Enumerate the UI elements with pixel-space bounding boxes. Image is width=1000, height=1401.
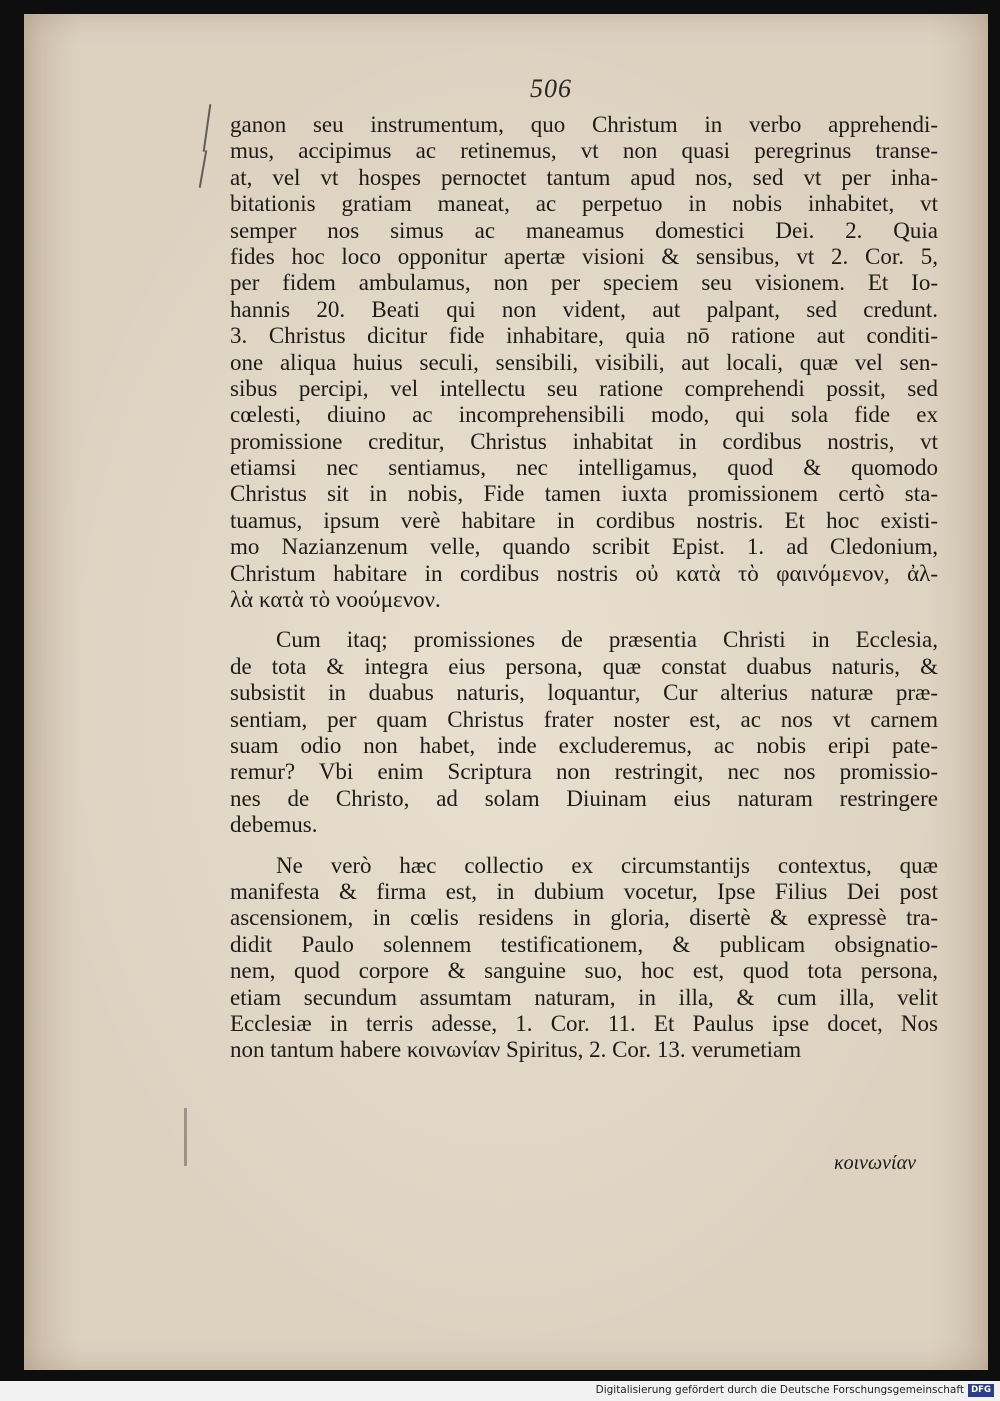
text-line: mus, accipimus ac retinemus, vt non quasi peregrinus transe- [230,138,938,164]
dfg-logo: DFG [968,1384,994,1397]
text-line: semper nos simus ac maneamus domestici Dei. 2. Quia [230,217,938,243]
text-line: cœlesti, diuino ac incomprehensibili modo, qui sola fide ex [230,402,938,428]
text-line: tuamus, ipsum verè habitare in cordibus nostris. Et hoc existi- [230,507,938,533]
text-line: sibus percipi, vel intellectu seu ratione comprehendi possit, sed [230,375,938,401]
text-line: nem, quod corpore & sanguine suo, hoc est, quod tota persona, [230,958,938,984]
text-line: bitationis gratiam maneat, ac perpetuo in nobis inhabitet, vt [230,191,938,217]
paragraph [230,112,938,613]
text-line: ascensionem, in cœlis residens in gloria, disertè & expressè tra- [230,905,938,931]
paragraph [230,853,938,1064]
page-number: 506 [530,74,572,103]
text-line: Christus sit in nobis, Fide tamen iuxta promissionem certò sta- [230,481,938,507]
text-line: Cum itaq; promissiones de præsentia Christi in Ecclesia, [276,627,938,653]
text-line: one aliqua huius seculi, sensibili, visibili, aut locali, quæ vel sen- [230,349,938,375]
text-line: didit Paulo solennem testificationem, & publicam obsignatio- [230,931,938,957]
text-line: hannis 20. Beati qui non vident, aut palpant, sed credunt. [230,296,938,322]
text-line: nes de Christo, ad solam Diuinam eius naturam restringere [230,785,938,811]
text-line: non tantum habere κοινωνίαν Spiritus, 2. Cor. 13. verumetiam [230,1037,802,1063]
paragraph [230,627,938,838]
text-line: etiam secundum assumtam naturam, in illa, & cum illa, velit [230,984,938,1010]
text-line: ganon seu instrumentum, quo Christum in verbo apprehendi- [230,112,938,137]
text-line: debemus. [230,812,318,838]
catchword: κοινωνίαν [834,1152,916,1174]
text-line: remur? Vbi enim Scriptura non restringit, nec nos promissio- [230,759,938,785]
body-text [230,112,938,1064]
text-line: at, vel vt hospes pernoctet tantum apud nos, sed vt per inha- [230,164,938,190]
text-line: fides hoc loco opponitur apertæ visioni & sensibus, vt 2. Cor. 5, [230,243,938,269]
paragraph-gap [230,839,938,853]
text-line: de tota & integra eius persona, quæ constat duabus naturis, & [230,653,938,679]
text-line: sentiam, per quam Christus frater noster est, ac nos vt carnem [230,706,938,732]
text-line: per fidem ambulamus, non per speciem seu visionem. Et Io- [230,270,938,296]
text-line: promissione creditur, Christus inhabitat in cordibus nostris, vt [230,428,938,454]
text-line: manifesta & firma est, in dubium vocetur, Ipse Filius Dei post [230,878,938,904]
margin-pen-mark [184,1108,187,1166]
text-line: subsistit in duabus naturis, loquantur, Cur alterius naturæ præ- [230,680,938,706]
text-line: Ecclesiæ in terris adesse, 1. Cor. 11. Et Paulus ipse docet, Nos [230,1010,938,1036]
text-line: λὰ κατὰ τὸ νοούμενον. [230,587,441,613]
text-line: mo Nazianzenum velle, quando scribit Epist. 1. ad Cledonium, [230,534,938,560]
text-line: etiamsi nec sentiamus, nec intelligamus, quod & quomodo [230,455,938,481]
footer-credit: Digitalisierung gefördert durch die Deutsche Forschungsgemeinschaft [595,1384,964,1396]
text-line: suam odio non habet, inde excluderemus, ac nobis eripi pate- [230,732,938,758]
text-line: Ne verò hæc collectio ex circumstantijs contextus, quæ [276,852,938,878]
paragraph-gap [230,613,938,627]
text-line: 3. Christus dicitur fide inhabitare, quia nō ratione aut conditi- [230,323,938,349]
text-line: Christum habitare in cordibus nostris οὐ κατὰ τὸ φαινόμενον, ἀλ- [230,560,938,586]
